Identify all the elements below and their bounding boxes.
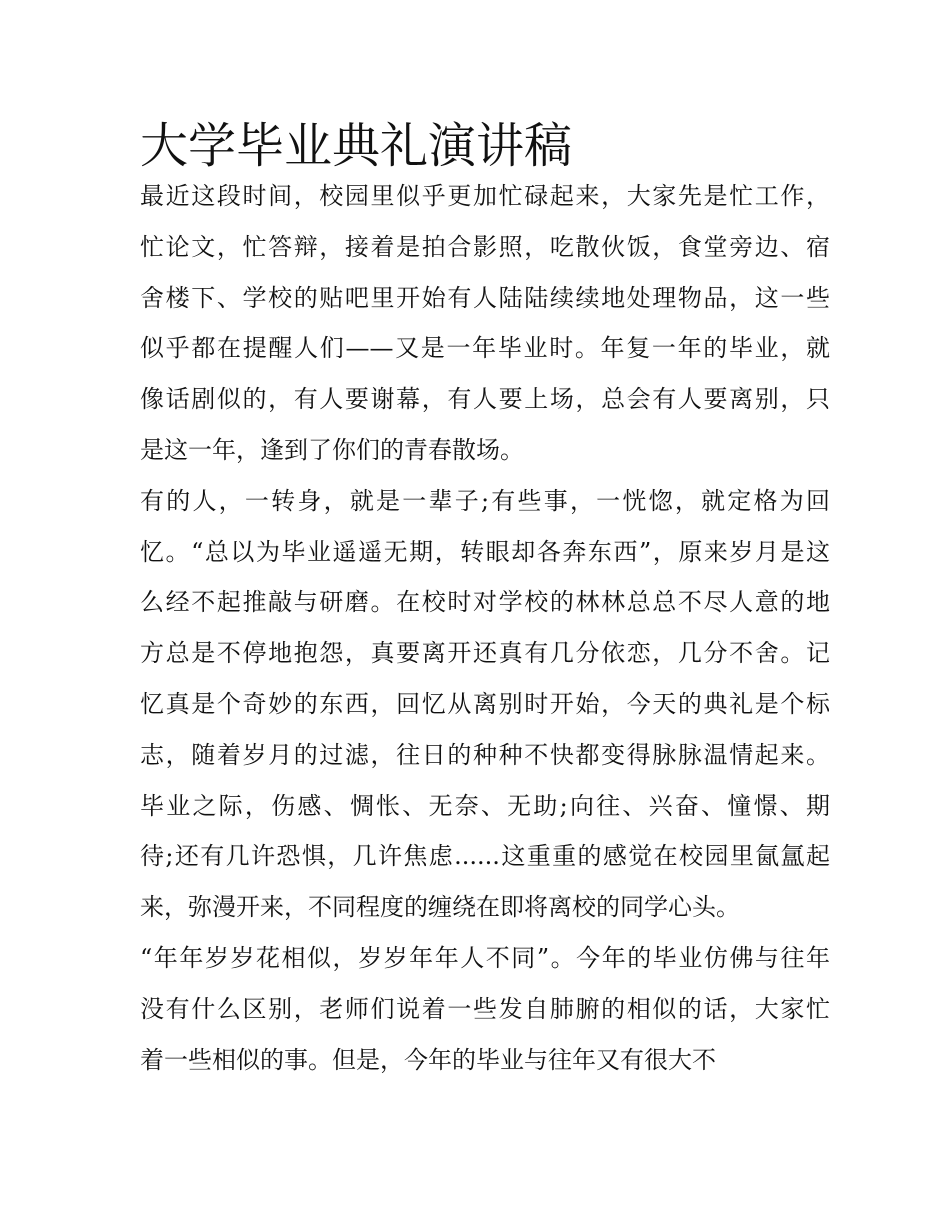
text-line: 是这一年，逢到了你们的青春散场。 [140,435,524,464]
text-line: 么经不起推敲与研磨。在校时对学校的林林总总不尽人意的地 [140,588,830,617]
text-line: 方总是不停地抱怨，真要离开还真有几分依恋，几分不舍。记 [140,639,830,668]
text-line: 忆。“总以为毕业遥遥无期，转眼却各奔东西”，原来岁月是这 [140,537,830,566]
text-line: 有的人，一转身，就是一辈子;有些事，一恍惚，就定格为回 [140,486,830,515]
text-line: 最近这段时间，校园里似乎更加忙碌起来，大家先是忙工作， [140,182,830,210]
text-line: 着一些相似的事。但是，今年的毕业与往年又有很大不 [140,1045,716,1074]
document-title: 大学毕业典礼演讲稿 [140,118,573,174]
text-line: 没有什么区别，老师们说着一些发自肺腑的相似的话，大家忙 [140,994,830,1023]
text-line: 似乎都在提醒人们——又是一年毕业时。年复一年的毕业，就 [140,334,830,363]
text-line: 忙论文，忙答辩，接着是拍合影照，吃散伙饭，食堂旁边、宿 [140,232,830,261]
text-line: 来，弥漫开来，不同程度的缠绕在即将离校的同学心头。 [140,893,740,922]
text-line: 舍楼下、学校的贴吧里开始有人陆陆续续地处理物品，这一些 [140,283,830,312]
document-body [140,171,830,1085]
text-line: 忆真是个奇妙的东西，回忆从离别时开始，今天的典礼是个标 [140,689,830,718]
text-line: 毕业之际，伤感、惆怅、无奈、无助;向往、兴奋、憧憬、期 [140,791,830,820]
text-line: 待;还有几许恐惧，几许焦虑......这重重的感觉在校园里氤氲起 [140,842,830,871]
text-line: 像话剧似的，有人要谢幕，有人要上场，总会有人要离别，只 [140,385,830,414]
text-line: 志，随着岁月的过滤，往日的种种不快都变得脉脉温情起来。 [140,740,830,769]
text-line: “年年岁岁花相似，岁岁年年人不同”。今年的毕业仿佛与往年 [140,943,830,972]
